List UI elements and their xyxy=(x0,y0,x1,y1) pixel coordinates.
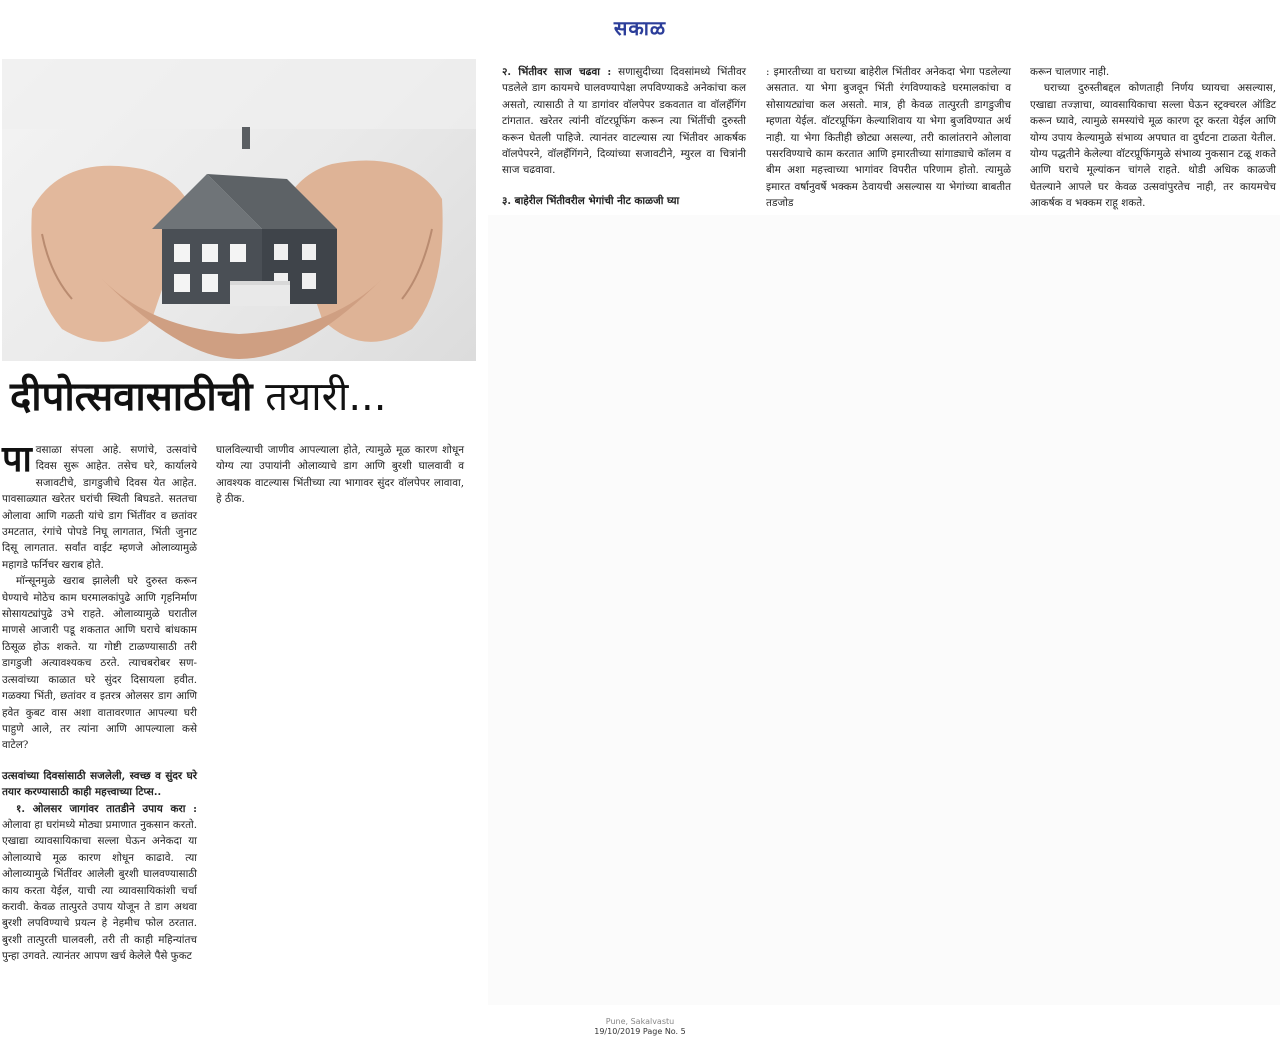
page-footer xyxy=(0,1017,1280,1037)
tip1-title: १. ओलसर जागांवर तातडीने उपाय करा : xyxy=(16,802,197,815)
tip3-title: ३. बाहेरील भिंतीवरील भेगांची नीट काळजी घ्या xyxy=(502,194,680,207)
column-2 xyxy=(216,442,464,508)
blank-area xyxy=(488,215,1280,1005)
tip2-text: सणासुदीच्या दिवसांमध्ये भिंतीवर पडलेले डाग कायमचे घालवण्यापेक्षा लपविण्याकडे अनेकांचा कल असतो, त्यासाठी ते या डागांवर वॉलपेपर डकवतात वा वॉलहँगिंग टांगतात. खरेतर त्यांनी वॉटरप्रूफिंग करून त्या भिंतींची दुरुस्ती करून घेतली पाहिजे. त्यानंतर वाटल्यास त्या भिंतीवर आकर्षक वॉलपेपरने, वॉलहँगिंगने, दिव्यांच्या सजावटीने, म्युरल वा चित्रांनी साज चढवावा. xyxy=(502,66,746,177)
column-4 xyxy=(766,64,1011,212)
tip2-title: २. भिंतीवर साज चढवा : xyxy=(502,66,612,78)
column-5 xyxy=(1030,64,1276,212)
column-3 xyxy=(502,64,746,209)
newspaper-masthead: सकाळ xyxy=(613,16,667,40)
tip1-text: ओलावा हा घरांमध्ये मोठ्या प्रमाणात नुकसान करतो. एखाद्या व्यावसायिकाचा सल्ला घेऊन अनेकदा या ओलाव्याचे मूळ कारण शोधून काढावे. त्या ओलाव्यामुळे भिंतींवर आलेली बुरशी घालवण्यासाठी काय करता येईल, याची त्या व्यावसायिकांशी चर्चा करावी. केवळ तात्पुरते उपाय योजून ते डाग अथवा बुरशी लपविण्याचे प्रयत्न हे नेहमीच फोल ठरतात. बुरशी तात्पुरती घालवली, तरी ती काही महिन्यांतच पुन्हा उगवते. त्यानंतर आपण खर्च केलेले पैसे फुकट xyxy=(2,818,197,963)
col5-p2: घराच्या दुरुस्तीबद्दल कोणताही निर्णय घ्यायचा असल्यास, एखाद्या तज्ज्ञाचा, व्यावसायिकाचा सल्ला घेऊन स्ट्रक्चरल ऑडिट करून घ्यावे, त्यामुळे समस्यांचे मूळ कारण दूर करता येईल आणि योग्य उपाय केल्यामुळे संभाव्य अपघात वा दुर्घटना टाळता येतील. योग्य पद्धतीने केलेल्या वॉटरप्रूफिंगमुळे संभाव्य नुकसान टळू शकते आणि घराचे मूल्यांकन चांगले राहते. थोडी अधिक काळजी घेतल्याने आपले घर केवळ उत्सवांपुरतेच नाही, तर कायमचेच आकर्षक व भक्कम राहू शकते. xyxy=(1030,82,1276,210)
column-1 xyxy=(2,439,197,965)
article-photo xyxy=(2,59,476,361)
col5-p1: करून चालणार नाही. xyxy=(1030,66,1110,78)
col4-text: : इमारतीच्या वा घराच्या बाहेरील भिंतीवर अनेकदा भेगा पडलेल्या असतात. या भेगा बुजवून भिंती रंगविण्याकडे घरमालकांचा व सोसायट्यांचा कल असतो. मात्र, ही केवळ तात्पुरती डागडुजीच म्हणता येईल. वॉटरप्रूफिंग केल्याशिवाय या भेगा बुजविण्यात अर्थ नाही. या भेगा कितीही छोट्या असल्या, तरी कालांतराने ओलावा पसरविण्याचे काम करतात आणि इमारतीच्या सांगाड्याचे कॉलम व बीम अशा महत्त्वाच्या भागांवर विपरीत परिणाम होतो. त्यामुळे इमारत वर्षानुवर्षे भक्कम ठेवायची असल्यास या भेगांच्या बाबतीत तडजोड xyxy=(766,66,1011,210)
footer-location: Pune, Sakalvastu xyxy=(605,1017,675,1026)
dropcap: पा xyxy=(2,439,32,480)
intro-paragraph: वसाळा संपला आहे. सणांचे, उत्सवांचे दिवस सुरू आहेत. तसेच घरे, कार्यालये सजावटीचे, डागडुजीचे दिवस येत आहेत. पावसाळ्यात खरेतर घरांची स्थिती बिघडते. सततचा ओलावा आणि गळती यांचे डाग भिंतींवर व छतांवर उमटतात, रंगांचे पोपडे निघू लागतात, भिंती जुनाट दिसू लागतात. सर्वांत वाईट म्हणजे ओलाव्यामुळे महागडे फर्निचर खराब होते. xyxy=(2,444,197,571)
body-paragraph-2: मॉन्सूनमुळे खराब झालेली घरे दुरुस्त करून घेण्याचे मोठेच काम घरमालकांपुढे आणि गृहनिर्माण सोसायट्यांपुढे उभे राहते. ओलाव्यामुळे घरातील माणसे आजारी पडू शकतात आणि घराचे बांधकाम ठिसूळ होऊ शकते. या गोष्टी टाळण्यासाठी तरी डागडुजी अत्यावश्यकच ठरते. त्याचबरोबर सण-उत्सवांच्या काळात घरे सुंदर दिसायला हवीत. गळक्या भिंती, छतांवर व इतरत्र ओलसर डाग आणि हवेत कुबट वास अशा वातावरणात आपल्या घरी पाहुणे आले, तर त्यांना आणि आपल्याला कसे वाटेल? xyxy=(2,575,197,752)
col2-text: घालविल्याची जाणीव आपल्याला होते, त्यामुळे मूळ कारण शोधून योग्य त्या उपायांनी ओलाव्याचे डाग आणि बुरशी घालवावी व आवश्यक वाटल्यास भिंतीच्या त्या भागावर सुंदर वॉलपेपर लावावा, हे ठीक. xyxy=(216,444,464,506)
article-headline xyxy=(10,372,480,422)
house-icon xyxy=(152,127,337,306)
footer-date-page: 19/10/2019 Page No. 5 xyxy=(594,1027,686,1036)
tips-subhead: उत्सवांच्या दिवसांसाठी सजलेली, स्वच्छ व सुंदर घरे तयार करण्यासाठी काही महत्त्वाच्या टिप्स.. xyxy=(2,769,197,799)
headline-bold: दीपोत्सवासाठीची xyxy=(10,374,253,420)
headline-light: तयारी... xyxy=(265,374,387,420)
